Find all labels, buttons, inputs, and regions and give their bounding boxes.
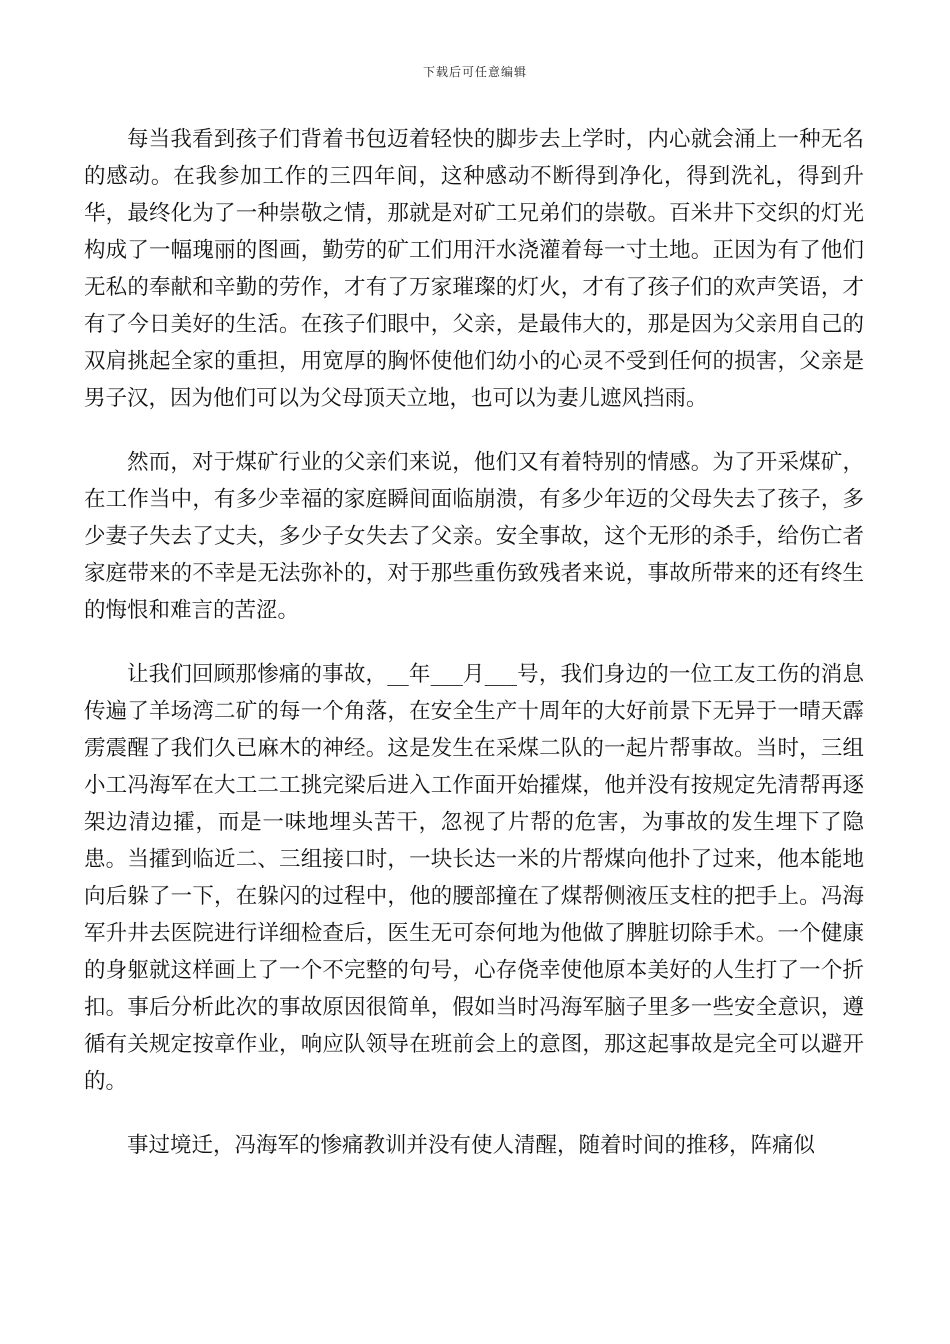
document-body (84, 121, 864, 1191)
paragraph-4: 事过境迁，冯海军的惨痛教训并没有使人清醒，随着时间的推移，阵痛似 (127, 1133, 816, 1158)
paragraph-3: 让我们回顾那惨痛的事故，__年___月___号，我们身边的一位工友工伤的消息传遍了羊场湾二矿的每一个角落，在安全生产十周年的大好前景下无异于一晴天霹雳震醒了我们久已麻木的神经。这是发生在采煤二队的一起片帮事故。当时，三组小工冯海军在大工二工挑完梁后进入工作面开始攉煤，他并没有按规定先清帮再逐架边清边攉，而是一味地埋头苦干，忽视了片帮的危害，为事故的发生埋下了隐患。当攉到临近二、三组接口时，一块长达一米的片帮煤向他扑了过来，他本能地向后躲了一下，在躲闪的过程中，他的腰部撞在了煤帮侧液压支柱的把手上。冯海军升井去医院进行详细检查后，医生无可奈何地为他做了脾脏切除手术。一个健康的身躯就这样画上了一个不完整的句号，心存侥幸使他原本美好的人生打了一个折扣。事后分析此次的事故原因很简单，假如当时冯海军脑子里多一些安全意识，遵循有关规定按章作业，响应队领导在班前会上的意图，那这起事故是完全可以避开的。 (84, 662, 864, 1094)
page-header: 下载后可任意编辑 (422, 65, 527, 79)
paragraph-1: 每当我看到孩子们背着书包迈着轻快的脚步去上学时，内心就会涌上一种无名的感动。在我参加工作的三四年间，这种感动不断得到净化，得到洗礼，得到升华，最终化为了一种崇敬之情，那就是对矿工兄弟们的崇敬。百米井下交织的灯光构成了一幅瑰丽的图画，勤劳的矿工们用汗水浇灌着每一寸土地。正因为有了他们无私的奉献和辛勤的劳作，才有了万家璀璨的灯火，才有了孩子们的欢声笑语，才有了今日美好的生活。在孩子们眼中，父亲，是最伟大的，那是因为父亲用自己的双肩挑起全家的重担，用宽厚的胸怀使他们幼小的心灵不受到任何的损害，父亲是男子汉，因为他们可以为父母顶天立地，也可以为妻儿遮风挡雨。 (84, 127, 864, 411)
paragraph-2: 然而，对于煤矿行业的父亲们来说，他们又有着特别的情感。为了开采煤矿，在工作当中，有多少幸福的家庭瞬间面临崩溃，有多少年迈的父母失去了孩子，多少妻子失去了丈夫，多少子女失去了父亲。安全事故，这个无形的杀手，给伤亡者家庭带来的不幸是无法弥补的，对于那些重伤致残者来说，事故所带来的还有终生的悔恨和难言的苦涩。 (84, 450, 864, 623)
